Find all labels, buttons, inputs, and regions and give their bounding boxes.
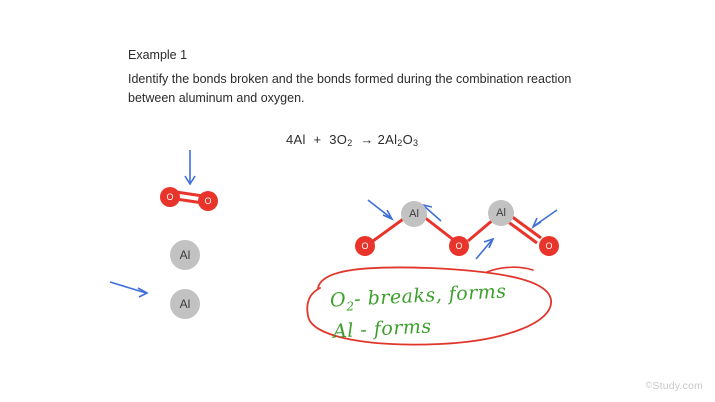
equation-arrow: →: [360, 132, 374, 147]
question-prompt: Identify the bonds broken and the bonds formed during the combination reaction between aluminum and oxygen.: [128, 72, 572, 106]
oxygen-atom: O: [198, 191, 218, 211]
equation-product-a-subscript: 2: [397, 138, 403, 148]
annotation-o-subscript: 2: [346, 299, 355, 314]
equation-reactant1: Al: [293, 132, 306, 147]
equation-product-b-subscript: 3: [413, 138, 419, 148]
annotation-note-line-2: Al - forms: [332, 315, 433, 343]
equation-product-element-a: Al: [385, 132, 398, 147]
equation-reactant2: O: [336, 132, 348, 147]
aluminum-atom: Al: [170, 240, 200, 270]
watermark: [646, 380, 703, 392]
equation-reactant2-subscript: 2: [347, 138, 353, 148]
annotation-o-symbol: O: [329, 288, 347, 312]
oxygen-atom: O: [449, 236, 469, 256]
watermark-text: Study.com: [652, 380, 703, 392]
aluminum-atom: Al: [488, 200, 514, 226]
equation-reactant1-coefficient: 4: [286, 132, 294, 147]
example-label: Example 1: [128, 48, 188, 62]
aluminum-atom: Al: [401, 201, 427, 227]
oxygen-atom: O: [539, 236, 559, 256]
copyright-icon: ©: [645, 380, 653, 390]
equation-reactant2-coefficient: 3: [329, 132, 337, 147]
chemical-equation: [286, 132, 418, 148]
equation-plus: +: [313, 132, 322, 147]
oxygen-atom: O: [355, 236, 375, 256]
oxygen-atom: O: [160, 187, 180, 207]
equation-product-element-b: O: [402, 132, 414, 147]
aluminum-atom: Al: [170, 289, 200, 319]
equation-product-coefficient: 2: [377, 132, 386, 147]
annotation-o-text: - breaks, forms: [353, 280, 508, 311]
annotation-note-line-1: [329, 280, 507, 314]
